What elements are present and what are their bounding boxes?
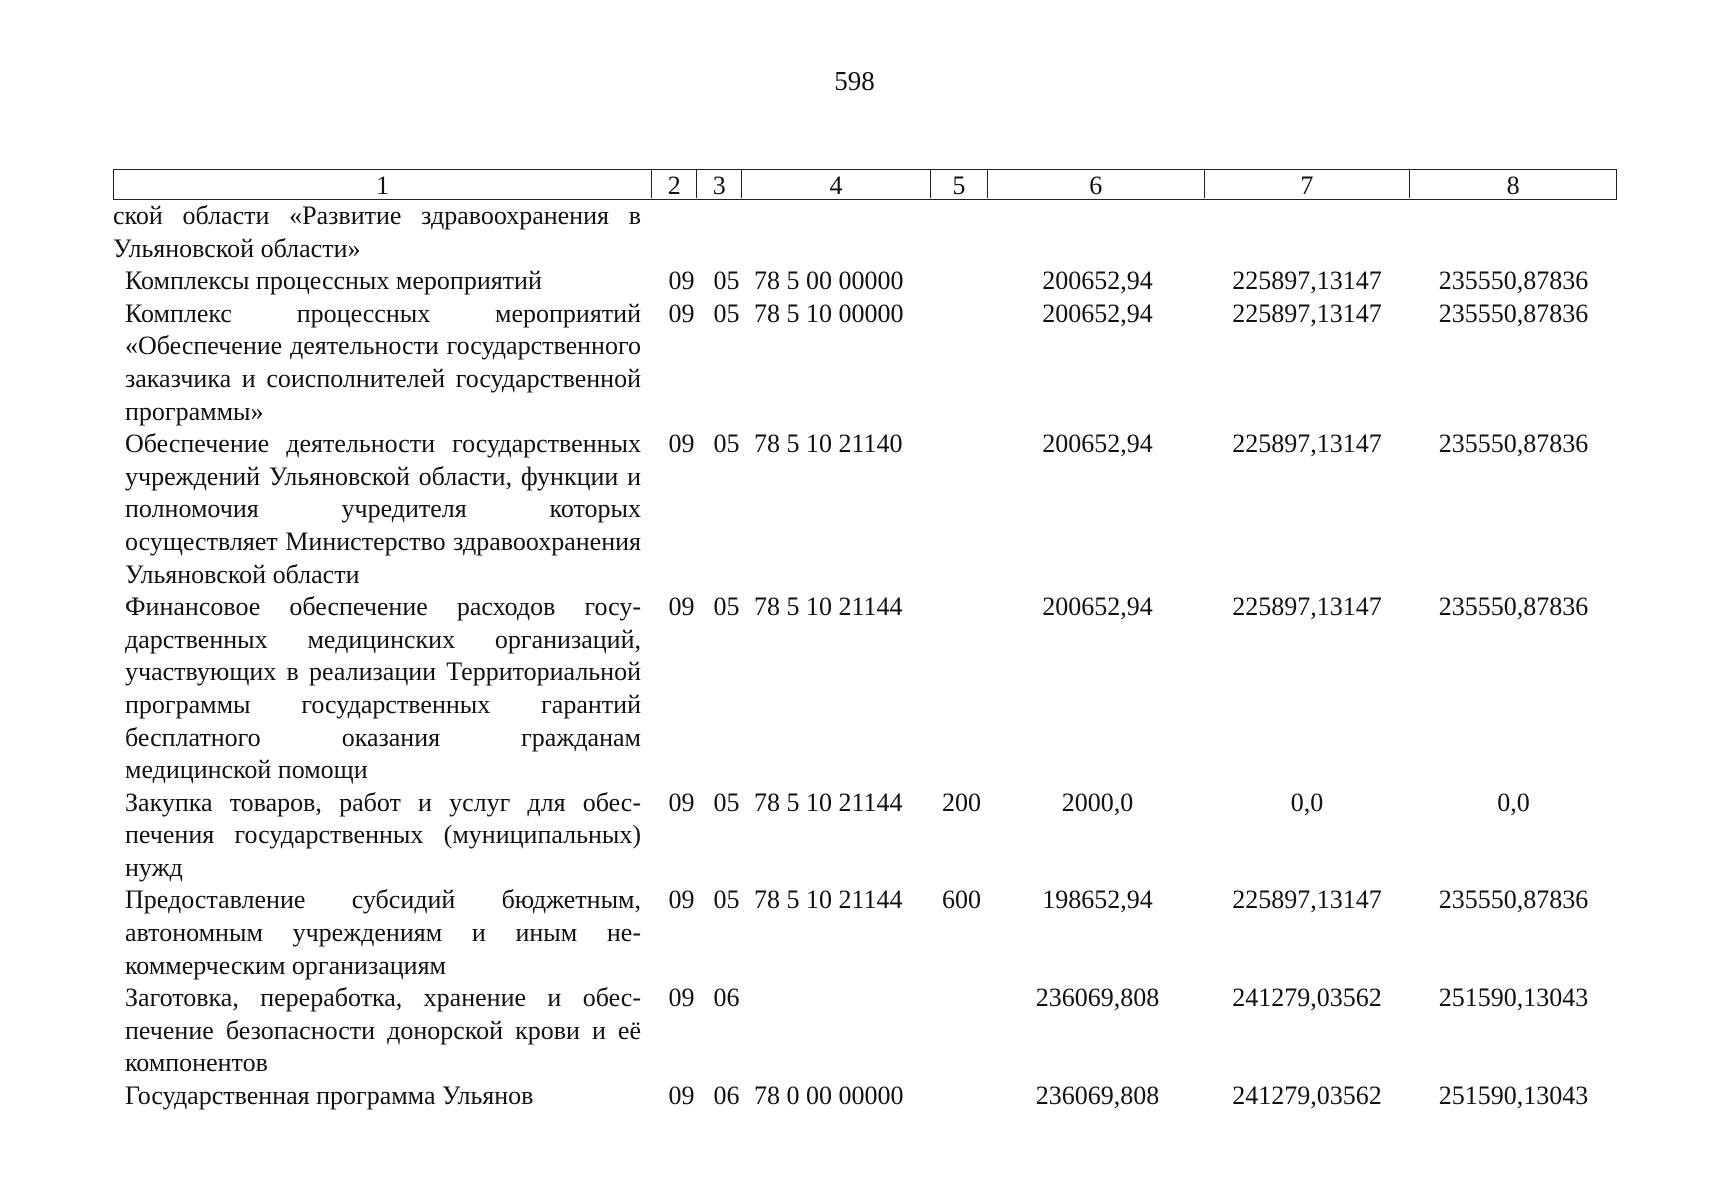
row-value-1: 198652,94: [1042, 885, 1153, 915]
table-row: [113, 884, 1617, 982]
row-value-1: 236069,808: [1035, 1081, 1160, 1111]
table-row: [113, 787, 1617, 885]
row-value-2: 225897,13147: [1232, 266, 1382, 296]
row-rz: 09: [668, 298, 695, 328]
row-value-3: 235550,87836: [1438, 885, 1589, 915]
row-name: Государственная программа Ульянов: [125, 1081, 534, 1111]
row-value-1: 2000,0: [1061, 787, 1134, 817]
row-pr: 05: [713, 429, 740, 459]
table-row: [113, 1080, 1617, 1113]
row-value-2: 241279,03562: [1232, 983, 1382, 1013]
row-name: ской области «Развитие здравоохранения в Ульяновской области»: [113, 201, 641, 263]
budget-table: [113, 169, 1617, 1113]
row-csr: 78 5 00 00000: [754, 266, 904, 296]
header-col-1: 1: [376, 171, 390, 200]
header-col-5: 5: [930, 170, 987, 198]
row-pr: 05: [713, 885, 740, 915]
row-pr: 06: [713, 1081, 740, 1111]
row-value-1: 200652,94: [1042, 266, 1153, 296]
row-name: Комплексы процессных мероприятий: [125, 266, 542, 296]
row-csr: 78 5 10 21140: [754, 429, 903, 459]
row-pr: 05: [713, 592, 740, 622]
header-col-7: 7: [1204, 170, 1410, 198]
row-value-1: 236069,808: [1035, 983, 1160, 1013]
header-col-6: 6: [987, 170, 1204, 198]
row-value-3: 235550,87836: [1438, 266, 1589, 296]
table-row: [113, 200, 1617, 265]
row-rz: 09: [668, 983, 695, 1013]
row-vr: 200: [942, 787, 981, 817]
row-csr: 78 5 10 21144: [754, 787, 903, 817]
table-row: [113, 265, 1617, 298]
header-col-8: 8: [1409, 170, 1616, 198]
row-value-3: 251590,13043: [1438, 1081, 1589, 1111]
row-rz: 09: [668, 885, 695, 915]
row-value-2: 241279,03562: [1232, 1081, 1382, 1111]
row-pr: 06: [713, 983, 740, 1013]
row-name: Заготовка, переработка, хранение и обеспечение безопасности донорской крови и её компонентов: [125, 983, 641, 1078]
header-col-3: 3: [696, 170, 741, 198]
row-rz: 09: [668, 787, 695, 817]
row-pr: 05: [713, 787, 740, 817]
row-name: Предоставление субсидий бюджетным, автономным учреждениям и иным некоммерческим организациям: [125, 885, 641, 980]
row-value-3: 0,0: [1497, 787, 1530, 817]
row-name: Комплекс процессных мероприятий «Обеспечение деятельности государственного заказчика и соисполнителей государственной программы»: [125, 298, 641, 426]
table-row: [113, 298, 1617, 428]
row-value-3: 251590,13043: [1438, 983, 1589, 1013]
row-name: Закупка товаров, работ и услуг для обеспечения государственных (муниципальных) нужд: [125, 787, 641, 882]
table-row: [113, 591, 1617, 787]
row-value-3: 235550,87836: [1438, 429, 1589, 459]
row-csr: 78 5 10 21144: [754, 885, 903, 915]
row-pr: 05: [713, 298, 740, 328]
row-value-2: 225897,13147: [1232, 885, 1382, 915]
row-pr: 05: [713, 266, 740, 296]
page-number: 598: [834, 66, 875, 96]
row-value-1: 200652,94: [1042, 429, 1153, 459]
row-name: Финансовое обеспечение расходов государственных медицинских организаций, участвующих в реализации Территориальной программы государственных гарантий бесплатного оказания гражданам медицинской помощи: [125, 592, 641, 785]
row-rz: 09: [668, 429, 695, 459]
row-value-1: 200652,94: [1042, 592, 1153, 622]
table-row: [113, 982, 1617, 1080]
row-value-1: 200652,94: [1042, 298, 1153, 328]
row-rz: 09: [668, 266, 695, 296]
row-vr: 600: [942, 885, 981, 915]
row-csr: 78 5 10 21144: [754, 592, 903, 622]
header-col-2: 2: [651, 170, 696, 198]
header-col-4: 4: [741, 170, 930, 198]
row-csr: 78 5 10 00000: [754, 298, 904, 328]
table-header-row: [113, 169, 1617, 200]
row-value-3: 235550,87836: [1438, 592, 1589, 622]
row-name: Обеспечение деятельности государственных учреждений Ульяновской области, функции и полномочия учредителя которых осуществляет Министерство здравоохранения Ульяновской области: [125, 429, 641, 589]
row-value-2: 0,0: [1290, 787, 1324, 817]
row-rz: 09: [668, 592, 695, 622]
row-value-2: 225897,13147: [1232, 298, 1382, 328]
row-csr: 78 0 00 00000: [754, 1081, 904, 1111]
row-rz: 09: [668, 1081, 695, 1111]
row-value-2: 225897,13147: [1232, 429, 1382, 459]
row-value-3: 235550,87836: [1438, 298, 1589, 328]
table-row: [113, 428, 1617, 591]
row-value-2: 225897,13147: [1232, 592, 1382, 622]
